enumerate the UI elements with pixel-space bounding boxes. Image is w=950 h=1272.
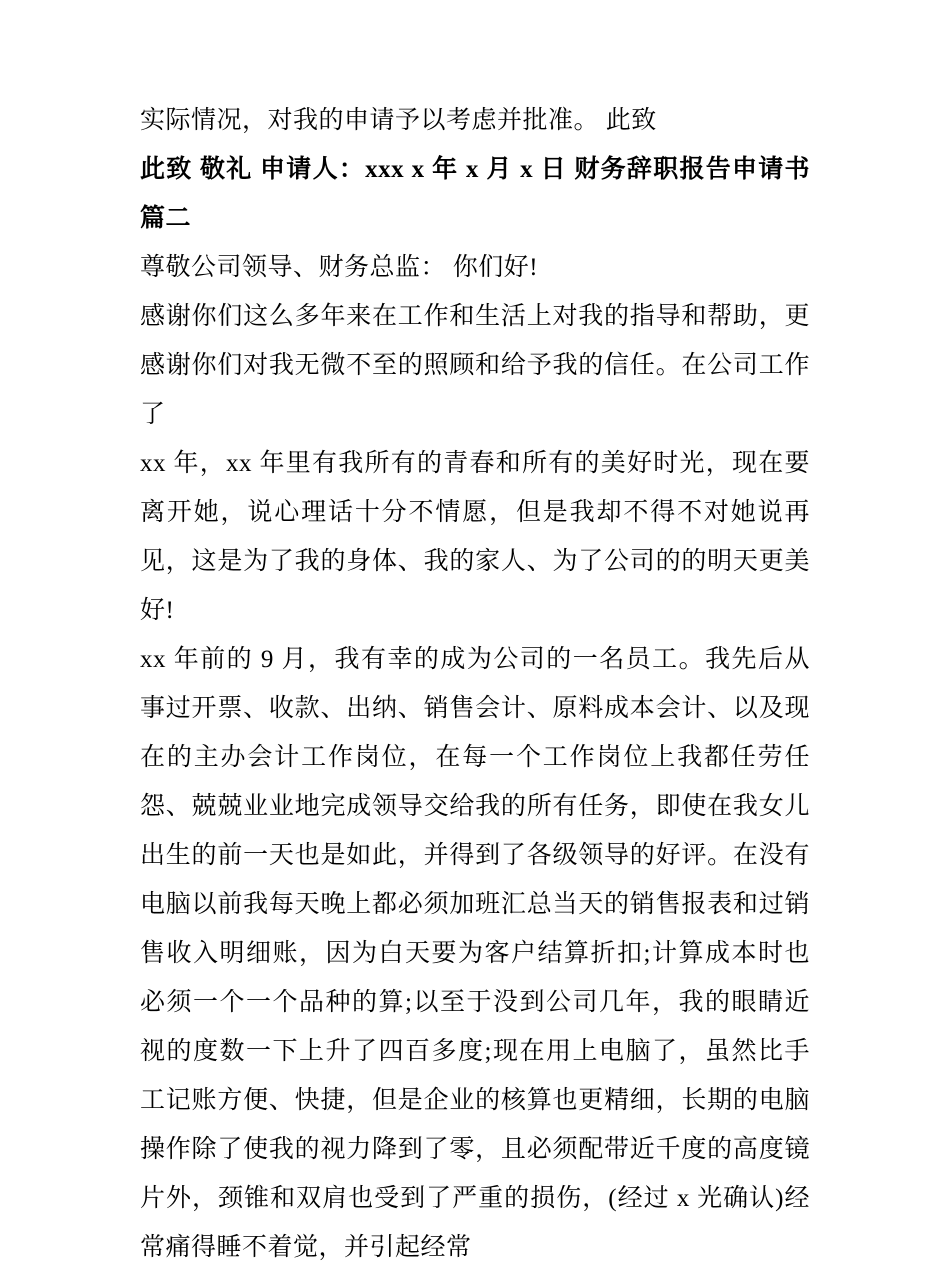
paragraph-6: xx 年前的 9 月，我有幸的成为公司的一名员工。我先后从事过开票、收款、出纳、销售会计、原料成本会计、以及现在的主办会计工作岗位，在每一个工作岗位上我都任劳任怨、兢兢业业地完成领导交给我的所有任务，即使在我女儿出生的前一天也是如此，并得到了各级领导的好评。在没有电脑以前我每天晚上都必须加班汇总当天的销售报表和过销售收入明细账，因为白天要为客户结算折扣;计算成本时也必须一个一个品种的算;以至于没到公司几年，我的眼睛近视的度数一下上升了四百多度;现在用上电脑了，虽然比手工记账方便、快捷，但是企业的核算也更精细，长期的电脑操作除了使我的视力降到了零，且必须配带近千度的高度镜片外，颈锥和双肩也受到了严重的损伤，(经过 x 光确认)经常痛得睡不着觉，并引起经常 xyxy=(140,646,810,1261)
paragraph-3: 尊敬公司领导、财务总监： 你们好! xyxy=(140,254,539,281)
paragraph-4: 感谢你们这么多年来在工作和生活上对我的指导和帮助，更感谢你们对我无微不至的照顾和给予我的信任。在公司工作了 xyxy=(140,303,810,428)
paragraph-2: 此致 敬礼 申请人：xxx x 年 x 月 x 日 财务辞职报告申请书篇二 xyxy=(140,156,810,232)
paragraph-5: xx 年，xx 年里有我所有的青春和所有的美好时光，现在要离开她，说心理话十分不情愿，但是我却不得不对她说再见，这是为了我的身体、我的家人、为了公司的的明天更美好! xyxy=(140,450,810,624)
document-body xyxy=(140,96,810,1272)
paragraph-1: 实际情况，对我的申请予以考虑并批准。 此致 xyxy=(140,107,657,134)
